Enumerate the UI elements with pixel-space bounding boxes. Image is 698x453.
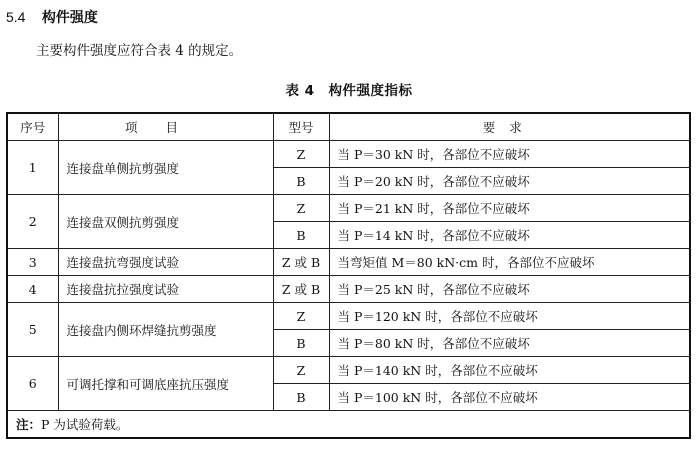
note-text: P 为试验荷载。: [41, 417, 129, 432]
row-seq: 5: [7, 303, 58, 357]
row-item: 连接盘抗弯强度试验: [58, 249, 273, 276]
header-item: 项目: [58, 113, 273, 141]
table-row: [7, 303, 690, 330]
note-label: 注：: [16, 417, 42, 432]
table-header-row: [7, 113, 690, 141]
row-seq: 6: [7, 357, 58, 411]
row-model: Z: [273, 141, 329, 168]
intro-paragraph: 主要构件强度应符合表 4 的规定。: [36, 43, 243, 59]
section-number: 5.4: [6, 9, 26, 25]
row-requirement: 当 P＝120 kN 时，各部位不应破坏: [329, 303, 690, 330]
row-requirement: 当 P＝80 kN 时，各部位不应破坏: [329, 330, 690, 357]
row-item: 连接盘抗拉强度试验: [58, 276, 273, 303]
row-seq: 1: [7, 141, 58, 195]
row-model: Z 或 B: [273, 249, 329, 276]
header-model: 型号: [273, 113, 329, 141]
row-model: Z: [273, 303, 329, 330]
row-requirement: 当弯矩值 M＝80 kN·cm 时，各部位不应破坏: [329, 249, 690, 276]
table-caption-label: 表 4: [285, 83, 315, 99]
section-title: 构件强度: [41, 10, 98, 26]
row-item: 可调托撑和可调底座抗压强度: [58, 357, 273, 411]
row-model: B: [273, 330, 329, 357]
header-seq: 序号: [7, 113, 58, 141]
table-note: [7, 411, 690, 439]
row-requirement: 当 P＝20 kN 时，各部位不应破坏: [329, 168, 690, 195]
row-seq: 3: [7, 249, 58, 276]
row-item: 连接盘单侧抗剪强度: [58, 141, 273, 195]
row-model: B: [273, 222, 329, 249]
table-caption: [0, 79, 698, 99]
table-row: [7, 141, 690, 168]
table-note-row: [7, 411, 690, 439]
table-row: [7, 195, 690, 222]
row-requirement: 当 P＝100 kN 时，各部位不应破坏: [329, 384, 690, 411]
row-item: 连接盘双侧抗剪强度: [58, 195, 273, 249]
row-model: Z 或 B: [273, 276, 329, 303]
table-caption-title: 构件强度指标: [328, 83, 413, 99]
row-item: 连接盘内侧环焊缝抗剪强度: [58, 303, 273, 357]
row-model: Z: [273, 357, 329, 384]
row-requirement: 当 P＝140 kN 时，各部位不应破坏: [329, 357, 690, 384]
row-model: Z: [273, 195, 329, 222]
row-requirement: 当 P＝21 kN 时，各部位不应破坏: [329, 195, 690, 222]
section-heading: [6, 7, 98, 27]
strength-table: [6, 112, 691, 439]
table-row: [7, 249, 690, 276]
header-requirement: 要求: [329, 113, 690, 141]
row-requirement: 当 P＝25 kN 时，各部位不应破坏: [329, 276, 690, 303]
row-requirement: 当 P＝14 kN 时，各部位不应破坏: [329, 222, 690, 249]
row-requirement: 当 P＝30 kN 时，各部位不应破坏: [329, 141, 690, 168]
row-seq: 4: [7, 276, 58, 303]
table-row: [7, 276, 690, 303]
row-model: B: [273, 168, 329, 195]
row-seq: 2: [7, 195, 58, 249]
row-model: B: [273, 384, 329, 411]
table-row: [7, 357, 690, 384]
